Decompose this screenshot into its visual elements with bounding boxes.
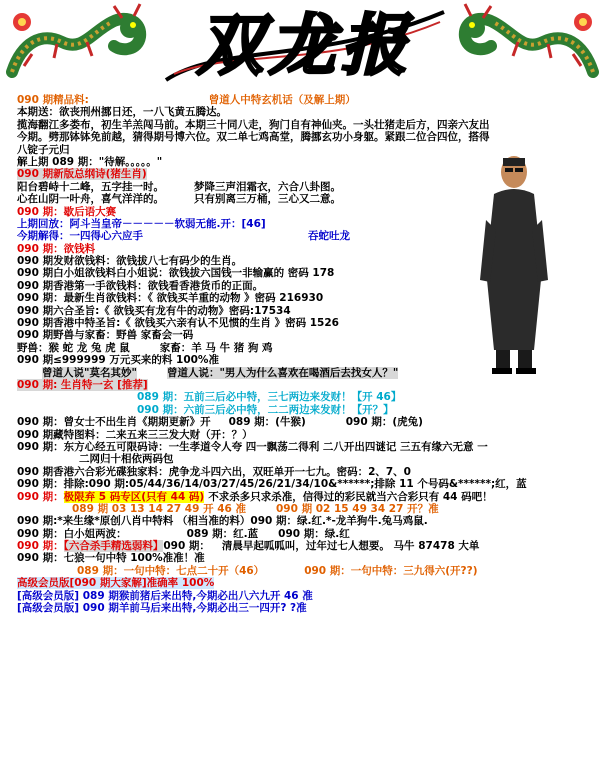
row-2: 本期送：欲丧刑州挪日还，一八飞黄五腾达。 xyxy=(17,106,227,119)
text: 野兽：猴 蛇 龙 兔 虎 鼠 xyxy=(17,341,130,354)
header xyxy=(0,0,605,92)
row-15: 090 期白小姐欲钱料白小姐说：欲钱拔六国钱一非输赢的 密码 178 xyxy=(17,267,335,280)
row-7 xyxy=(17,168,583,180)
row-10: 090 期：歇后语大赛 xyxy=(17,205,117,218)
row-22: 090 期≤999999 万元买来的料 100%准 xyxy=(17,354,219,367)
section-heading: 090 期精品料: xyxy=(17,94,89,106)
text: 曾道人说"莫名其妙" xyxy=(42,366,137,379)
page-title: 双龙报 xyxy=(197,6,413,84)
row-27 xyxy=(17,416,583,428)
row-24 xyxy=(17,379,583,391)
text: 090 期：六前三后必中特，二二两边来发财！【开？】 xyxy=(137,403,394,416)
row-42: [高级会员版] 090 期羊前马后来出特,今期必出三一四开? ?准 xyxy=(17,602,307,615)
row-11: 上期回放：阿斗当皇帝－－－－－软弱无能.开：[46] xyxy=(17,217,266,230)
dragon-right-icon xyxy=(453,2,603,90)
text: 只有别离三万桶，三心又二意。 xyxy=(194,193,341,206)
content xyxy=(17,94,583,614)
text: 090 期：绿.红 xyxy=(278,527,350,540)
text: 089 期：(牛猴) xyxy=(228,416,306,429)
text: 梦降三声泪霜衣，六合八卦图。 xyxy=(194,180,341,193)
row-29: 090 期：东方心经五可限码诗：一生孝道令人夸 四一飘荡二得利 二八开出四谜记 三五有缘六无意 一 xyxy=(17,440,488,453)
row-5: 八锭子元归 xyxy=(17,143,70,156)
row-4: 今期。劈那钵钵免前越，猜得期号博六位。双二单七鸡高堂，腾挪玄功小身躯。紧跟二位合四位，搭得 xyxy=(17,131,490,144)
row-30 xyxy=(17,453,583,465)
row-17: 090 期：最新生肖欲钱料：《 欲钱买羊重的动物 》密码 216930 xyxy=(17,292,324,305)
text: 今期解得：一四得心六应手 xyxy=(17,230,143,243)
row-21 xyxy=(17,342,583,354)
row-28: 090 期藏特图料：二来五来三三发大财（开：？） xyxy=(17,428,253,441)
row-25 xyxy=(17,391,583,403)
row-39 xyxy=(17,565,583,577)
row-12 xyxy=(17,230,583,242)
row-35: 090 期:*来生缘*原创八肖中特料 （相当准的料）090 期：绿.红.*-龙羊狗牛.兔马鸡鼠. xyxy=(17,515,428,528)
row-38: 090 期：七狼一句中特 100%准准！准 xyxy=(17,552,205,565)
row-16: 090 期香港第一手欲钱料：欲钱看香港货币的正面。 xyxy=(17,279,264,292)
text: 【六合杀手精选弱料】 xyxy=(63,540,164,553)
text: 极限弃 5 码专区(只有 44 码) xyxy=(63,490,205,503)
row-34 xyxy=(17,503,583,515)
text: 清晨早起呱呱叫，过年过七人想要。 马牛 87478 大单 xyxy=(221,540,480,553)
text: 阳台碧峙十二峰，五字挂一时。 xyxy=(17,180,164,193)
text: 曾道人说："男人为什么喜欢在喝酒后去找女人？" xyxy=(166,366,399,379)
row-37 xyxy=(17,540,583,552)
row-1 xyxy=(17,94,583,106)
row-9 xyxy=(17,193,583,205)
text: "待解。。。。。" xyxy=(98,155,163,168)
text: 090 期 02 15 49 34 27 开？准 xyxy=(276,502,439,515)
row-6 xyxy=(17,156,583,168)
text: 吞蛇吐龙 xyxy=(308,230,350,243)
text: 心在山阴一叶舟，喜气洋洋的。 xyxy=(17,193,164,206)
row-41: [高级会员版] 089 期猴前猪后来出特,今期必出八六九开 46 准 xyxy=(17,589,313,602)
row-40 xyxy=(17,577,583,589)
title-banner xyxy=(160,4,450,86)
row-23 xyxy=(17,367,583,379)
row-8 xyxy=(17,181,583,193)
text: 解上期 089 期： xyxy=(17,155,99,168)
text: 089 期：红.蓝 xyxy=(186,527,259,540)
text: 089 期 03 13 14 27 49 开 46 准 xyxy=(72,502,246,515)
row-33 xyxy=(17,491,583,503)
text: 090 期：(虎兔) xyxy=(345,416,423,429)
row-20: 090 期野兽与家畜：野兽 家畜会一码 xyxy=(17,329,194,342)
row-26 xyxy=(17,404,583,416)
row-13: 090 期：欲钱料 xyxy=(17,242,96,255)
section-subheading: 曾道人中特玄机话（及解上期） xyxy=(208,94,356,106)
text: 090 期： xyxy=(17,540,64,553)
text: 089 期：五前三后必中特，三七两边来发财！【开 46】 xyxy=(137,391,402,404)
text: 不求杀多只求杀准，信得过的彩民就当六合彩只有 44 码吧！ xyxy=(208,490,493,503)
row-31: 090 期香港六合彩光碟独家料：虎争龙斗四六出，双旺单开一七九。密码：2、7、0 xyxy=(17,465,411,478)
text: 089 期：一句中特：七点二十开（46） xyxy=(77,564,265,577)
text: 090 期: 生肖特一玄 [推荐] xyxy=(17,378,148,391)
text: 090 期： xyxy=(17,490,64,503)
row-19: 090 期香港中特圣旨:《 欲钱买六亲有认不见惯的生肖 》密码 1526 xyxy=(17,317,339,330)
text: 090 期：曾女士不出生肖《期期更新》开 xyxy=(17,416,211,429)
text: 090 期： xyxy=(163,540,210,553)
row-18: 090 期六合圣旨:《 欲钱买有龙有牛的动物》密码:17534 xyxy=(17,304,291,317)
text: 090 期：一句中特：三九得六(开??) xyxy=(304,564,478,577)
dragon-left-icon xyxy=(2,2,152,90)
row-14: 090 期发财欲钱料：欲钱拔八七有码少的生肖。 xyxy=(17,255,243,268)
text: 090 期新版总纲诗(猪生肖) xyxy=(17,168,147,181)
text: 090 期：白小姐两波： xyxy=(17,527,127,540)
text: 二网归十相依两码包 xyxy=(79,453,174,466)
text: 家畜：羊 马 牛 猪 狗 鸡 xyxy=(159,341,273,354)
row-36 xyxy=(17,528,583,540)
text: 高级会员版[090 期大家解]准确率 100% xyxy=(17,577,215,590)
row-32: 090 期：排除:090 期:05/44/36/14/03/27/45/26/21/34/10&******;排除 11 个号码&******;红，蓝 xyxy=(17,478,527,491)
row-3: 揽海翻江多娄布，初生羊羔闯马前。本期三十同八走，狗门自有神仙夹。一头壮猪走后方，四亲六友出 xyxy=(17,118,490,131)
